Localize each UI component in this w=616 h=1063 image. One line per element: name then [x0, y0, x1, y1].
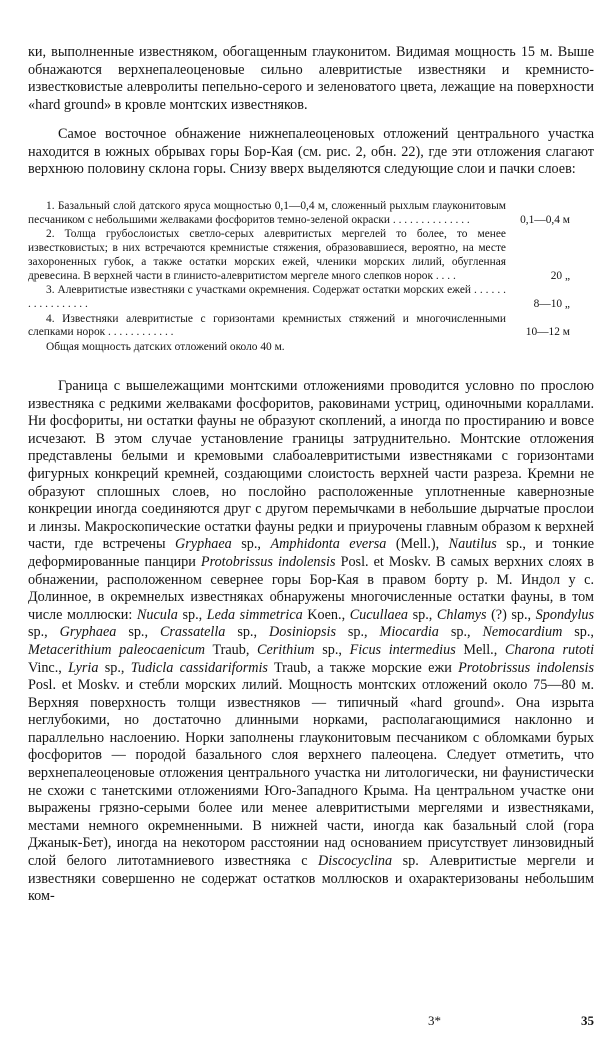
layer-thickness: 0,1—0,4 м [520, 213, 570, 226]
text-run: sp., [438, 624, 483, 641]
taxon-name: Crassatella [159, 624, 226, 641]
layer-thickness: 10—12 м [525, 326, 570, 339]
layer-item [28, 284, 570, 311]
taxon-name: Nautilus [448, 536, 497, 553]
printer-signature: 3* [428, 1013, 441, 1028]
taxon-name: Gryphaea [59, 624, 117, 641]
taxon-name: Charona rutoti [504, 641, 595, 658]
text-run: sp., [408, 606, 437, 623]
layer-item [28, 200, 570, 227]
taxon-name: Miocardia [379, 624, 439, 641]
text-run: sp. Алевритистые мергели и известняки совершенно не содержат остатков моллюсков и охарактеризованы небольшим ком- [28, 853, 595, 905]
layer-item [28, 228, 570, 283]
text-run: sp., и тонкие деформированные панцири [28, 536, 594, 570]
text-run: sp., [335, 624, 380, 641]
taxon-name: Lyria [68, 659, 99, 676]
text-run: Traub, [205, 641, 258, 658]
layer-description: 4. Известняки алевритистые с горизонтами кремнистых стяжений и многочисленными слепками норок . . . . . . . . . . . . [28, 312, 506, 339]
text-run: sp., [98, 659, 131, 676]
taxon-name: Chlamys [436, 606, 487, 623]
taxon-name: Gryphaea [175, 536, 232, 553]
taxon-name: Ficus intermedius [349, 641, 456, 658]
text-run: (Mell.), [386, 536, 449, 553]
taxon-name: Amphidonta eversa [270, 536, 387, 553]
text-run: sp., [314, 641, 350, 658]
taxon-name: Tudicla cassidariformis [130, 659, 268, 676]
layer-description: 1. Базальный слой датского яруса мощностью 0,1—0,4 м, сложенный рыхлым глауконитовым песчаником с небольшими желваками фосфоритов темно-зеленой окраски . . . . . . . . . . . . . . [28, 200, 506, 226]
text-run: Mell., [455, 641, 505, 658]
text-run: Traub, а также морские ежи [267, 659, 459, 676]
text-run: sp., [116, 624, 160, 641]
layer-thickness: 8—10 „ [533, 297, 570, 310]
page-footer [28, 1013, 594, 1033]
layer-section-list [28, 200, 570, 355]
text-run: Граница с вышележащими монтскими отложениями проводится условно по прослою известняка с редкими желваками фосфоритов, раковинами устриц, одиночными кораллами. Ни фосфориты, ни остатки фауны не образуют скоплений, а иногда по простиранию и вовсе исчезают. В этом случае установление границы затруднительно. Монтские отложения представлены белыми и кремовыми слабоалевритистыми известняками с горизонтами фигурных конкреций кремней, создающими слоистость верхней части разреза. Кремни не образуют сплошных слоев, но послойно расположенные уплотненные кавернозные конкреции иногда соединяются друг с другом перемычками в небольшие дырчатые прослои и линзы. Макроскопические остатки фауны редки и приурочены главным образом к верхней части, где встречены [28, 378, 594, 553]
layer-description: 2. Толща грубослоистых светло-серых алевритистых мергелей то более, то менее известковистых; в них встречаются кремнистые стяжения, образовавшиеся, вероятно, на месте захороненных губок, а также остатки морских ежей, членики морских лилий, обугленная древесина. В верхней части в глинисто-алевритистом мергеле много слепков норок . . . . [28, 228, 506, 282]
text-run: Koen., [302, 606, 350, 623]
taxon-name: Spondylus [535, 606, 594, 623]
text-run: sp., [562, 624, 594, 641]
taxon-name: Cucullaea [349, 606, 409, 623]
taxon-name: Protobrissus indolensis [458, 659, 594, 676]
taxon-name: Cerithium [257, 641, 315, 658]
taxon-name: Metacerithium paleocaenicum [28, 641, 206, 658]
layer-thickness: 20 „ [550, 269, 570, 282]
total-thickness: Общая мощность датских отложений около 40 м. [46, 341, 285, 354]
text-run: sp., [177, 606, 207, 623]
layer-description: 3. Алевритистые известняки с участками окремнения. Содержат остатки морских ежей . . . . . . . . . . . . . . . . . [28, 284, 506, 310]
text-run: sp., [225, 624, 269, 641]
text-run: (?) sp., [486, 606, 536, 623]
layer-item [28, 313, 570, 340]
text-run: sp., [231, 536, 271, 553]
taxon-name: Nucula [136, 606, 178, 623]
text-run: Posl. et Moskv. В самых верхних слоях в обнажении, расположенном севернее горы Бор-Кая в правом борту р. М. Индол у с. Долинное, в окремнелых известняках обнаружены многочисленные остатки фауны, в том числе моллюски: [28, 553, 594, 623]
text-run: sp., [28, 624, 60, 641]
taxon-name: Leda simmetrica [206, 606, 303, 623]
page-number: 35 [581, 1013, 594, 1028]
taxon-name: Protobrissus indolensis [200, 553, 336, 570]
paragraph-continuation: ки, выполненные известняком, обогащенным глауконитом. Видимая мощность 15 м. Выше обнажаются верхнепалеоценовые сильно алевритистые известняки и кремнисто-известковистые алевролиты пепельно-серого и зеленоватого цвета, лежащие на поверхности «hard ground» в кровле монтских известняков. [28, 44, 594, 113]
taxon-name: Nemocardium [482, 624, 563, 641]
text-run: Posl. et Moskv. и стебли морских лилий. Мощность монтских отложений около 75—80 м. Верхняя поверхность толщи известняков — типичный «hard ground». Она изрыта неглубокими, но достаточно длинными норками, располагающимися наклонно и параллельно наслоению. Норки заполнены глауконитовым песчаником с обломками бурых фосфоритов — породой базального слоя верхнего палеоцена. Следует отметить, что верхнепалеоценовые отложения центрального участка ни литологически, ни фаунистически не схожи с танетскими отложениями Юго-Западного Крыма. На центральном участке они выражены грязно-серыми более или менее алевритистыми мергелями и известняками, местами немного окремненными. В нижней части, иногда как базальный слой (гора Джанык-Бет), иногда на некотором расстоянии над основанием присутствует линзовидный слой белого литотамниевого известняка с [28, 677, 594, 870]
text-run: Vinc., [28, 659, 69, 676]
paragraph-outcrop-intro: Самое восточное обнажение нижнепалеоценовых отложений центрального участка находится в южных обрывах горы Бор-Кая (см. рис. 2, обн. 22), где эти отложения слагают верхнюю половину склона горы. Снизу вверх выделяются следующие слои и пачки слоев: [28, 126, 594, 178]
taxon-name: Discocyclina [318, 853, 393, 870]
paragraph-montian-boundary [28, 378, 594, 906]
taxon-name: Dosiniopsis [268, 624, 336, 641]
